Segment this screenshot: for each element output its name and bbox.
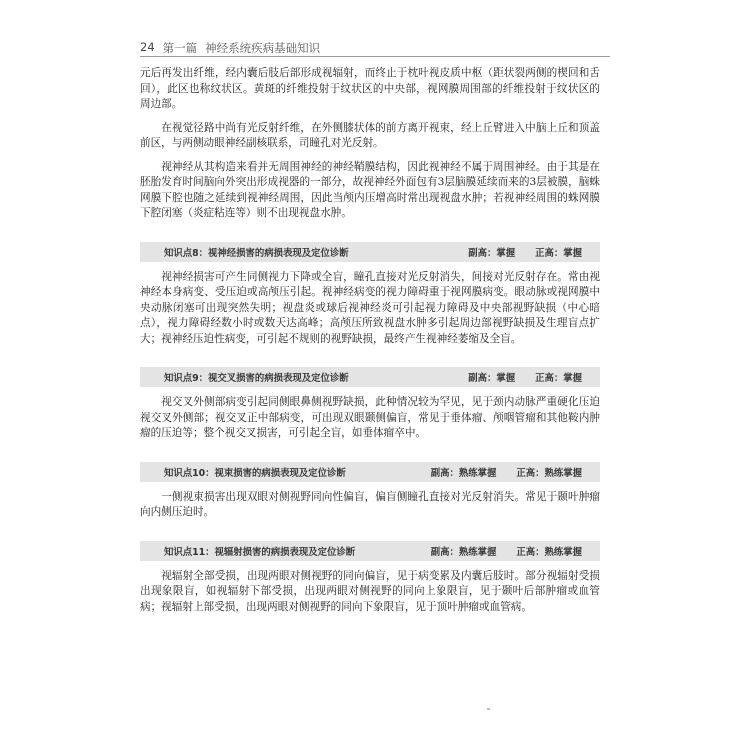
knowledge-point-title: 知识点8：视神经损害的病损表现及定位诊断 [164,247,349,259]
knowledge-point-header [140,367,600,387]
paragraph: 视神经从其构造来看并无周围神经的神经鞘膜结构，因此视神经不属于周围神经。由于其是在胚胎发育时间脑向外突出形成视器的一部分，故视神经外面包有3层脑膜延续而来的3层被膜，脑蛛网膜下腔也随之延续到视神经周围，因此当颅内压增高时常出现视盘水肿；若视神经周围的蛛网膜下腔闭塞（炎症粘连等）则不出现视盘水肿。 [140,160,600,219]
knowledge-point-title: 知识点11：视辐射损害的病损表现及定位诊断 [164,546,356,558]
knowledge-point-header [140,242,600,262]
running-header [140,40,610,57]
level-deputy: 副高：熟练掌握 [430,546,497,558]
page-body [140,66,600,623]
knowledge-point-header [140,541,600,561]
level-senior: 正高：掌握 [535,373,582,384]
level-senior: 正高：熟练掌握 [516,467,582,479]
knowledge-point-title: 知识点10：视束损害的病损表现及定位诊断 [164,467,346,479]
page-number: 24 [140,40,155,54]
paragraph: 元后再发出纤维，经内囊后肢后部形成视辐射，而终止于枕叶视皮质中枢（距状裂两侧的楔回和舌回），此区也称纹状区。黄斑的纤维投射于纹状区的中央部，视网膜周围部的纤维投射于纹状区的周边部。 [140,67,600,110]
level-senior: 正高：熟练掌握 [516,546,582,558]
part-label: 第一篇 [162,41,198,55]
scan-speck [487,708,490,710]
paragraph: 视交叉外侧部病变引起同侧眼鼻侧视野缺损，此种情况较为罕见，见于颈内动脉严重硬化压迫视交叉外侧部；视交叉正中部病变，可出现双眼颞侧偏盲，常见于垂体瘤、颅咽管瘤和其他鞍内肿瘤的压迫等；整个视交叉损害，可引起全盲，如垂体瘤卒中。 [140,396,600,439]
paragraph: 视神经损害可产生同侧视力下降或全盲，瞳孔直接对光反射消失，间接对光反射存在。常由视神经本身病变、受压迫或高颅压引起。视神经病变的视力障碍重于视网膜病变。眼动脉或视网膜中央动脉闭塞可出现突然失明；视盘炎或球后视神经炎可引起视力障碍及中央部视野缺损（中心暗点），视力障碍经数小时或数天达高峰；高颅压所致视盘水肿多引起周边部视野缺损及生理盲点扩大；视神经压迫性病变，可引起不规则的视野缺损，最终产生视神经萎缩及全盲。 [140,270,600,345]
paragraph: 一侧视束损害出现双眼对侧视野同向性偏盲，偏盲侧瞳孔直接对光反射消失。常见于颞叶肿瘤向内侧压迫时。 [140,490,600,518]
section-title: 神经系统疾病基础知识 [205,41,321,55]
knowledge-point-title: 知识点9：视交叉损害的病损表现及定位诊断 [164,373,349,384]
knowledge-point-header [140,462,600,482]
level-deputy: 副高：掌握 [468,247,516,259]
level-senior: 正高：掌握 [535,247,582,259]
level-deputy: 副高：掌握 [468,373,516,384]
paragraph: 在视觉径路中尚有光反射纤维，在外侧膝状体的前方离开视束，经上丘臂进入中脑上丘和顶盖前区，与两侧动眼神经副核联系，司瞳孔对光反射。 [140,121,600,149]
paragraph: 视辐射全部受损，出现两眼对侧视野的同向偏盲，见于病变累及内囊后肢时。部分视辐射受损出现象限盲，如视辐射下部受损，出现两眼对侧视野的同向上象限盲，见于颞叶后部肿瘤或血管病；视辐射上部受损，出现两眼对侧视野的同向下象限盲，见于顶叶肿瘤或血管病。 [140,569,600,613]
level-deputy: 副高：熟练掌握 [430,467,497,479]
